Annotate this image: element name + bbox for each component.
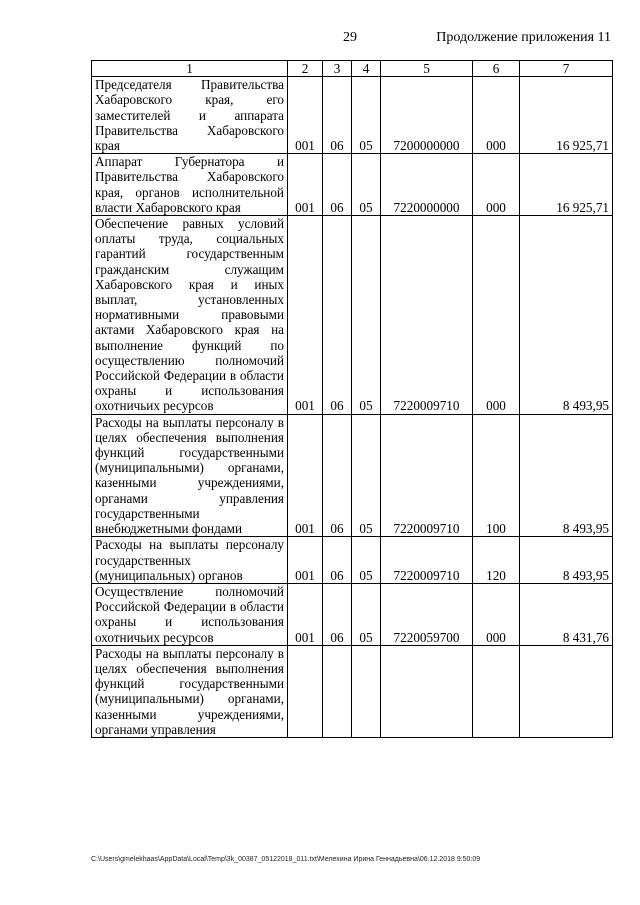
row-name: Расходы на выплаты персоналу в целях обеспечения выполнения функций государственными (муниципальными) органами, казенными учреждениями, органами управления государственными внебюджетными фондами <box>92 414 288 537</box>
cell-target-article: 7220009710 <box>381 216 473 415</box>
column-header: 3 <box>323 61 352 77</box>
appendix-continuation-label: Продолжение приложения 11 <box>436 30 611 45</box>
cell-amount: 16 925,71 <box>520 154 613 216</box>
table-row <box>92 537 613 584</box>
table-row <box>92 77 613 154</box>
cell-expense-type: 120 <box>473 537 520 584</box>
cell-section: 06 <box>323 583 352 645</box>
file-path-footer: C:\Users\gmelekhaas\AppData\Local\Temp\3k_00387_05122018_011.txt\Мелехина Ирина Геннадьевна\06.12.2018 9:50:09 <box>91 856 481 863</box>
cell-ministry-code: 001 <box>288 537 323 584</box>
cell-target-article: 7220000000 <box>381 154 473 216</box>
table-row <box>92 645 613 737</box>
cell-section: 06 <box>323 414 352 537</box>
cell-amount: 16 925,71 <box>520 77 613 154</box>
row-name: Осуществление полномочий Российской Федерации в области охраны и использования охотничьих ресурсов <box>92 583 288 645</box>
table-row <box>92 154 613 216</box>
column-header: 7 <box>520 61 613 77</box>
cell-expense-type: 100 <box>473 414 520 537</box>
cell-expense-type: 000 <box>473 77 520 154</box>
cell-subsection: 05 <box>352 537 381 584</box>
cell-section: 06 <box>323 216 352 415</box>
column-header: 5 <box>381 61 473 77</box>
table-row <box>92 216 613 415</box>
cell-expense-type <box>473 645 520 737</box>
row-name: Расходы на выплаты персоналу государственных (муниципальных) органов <box>92 537 288 584</box>
cell-amount: 8 431,76 <box>520 583 613 645</box>
column-header: 1 <box>92 61 288 77</box>
cell-section: 06 <box>323 537 352 584</box>
cell-amount: 8 493,95 <box>520 537 613 584</box>
table-row <box>92 583 613 645</box>
table-row <box>92 414 613 537</box>
cell-ministry-code: 001 <box>288 154 323 216</box>
cell-ministry-code: 001 <box>288 583 323 645</box>
cell-target-article: 7220059700 <box>381 583 473 645</box>
cell-target-article: 7220009710 <box>381 537 473 584</box>
row-name: Председателя Правительства Хабаровского края, его заместителей и аппарата Правительства Хабаровского края <box>92 77 288 154</box>
cell-section: 06 <box>323 77 352 154</box>
cell-subsection: 05 <box>352 414 381 537</box>
cell-subsection: 05 <box>352 583 381 645</box>
cell-amount: 8 493,95 <box>520 414 613 537</box>
cell-expense-type: 000 <box>473 154 520 216</box>
column-header: 6 <box>473 61 520 77</box>
row-name: Обеспечение равных условий оплаты труда, социальных гарантий государственным гражданским служащим Хабаровского края и иных выплат, установленных нормативными правовыми актами Хабаровского края на выполнение функций по осуществлению полномочий Российской Федерации в области охраны и использования охотничьих ресурсов <box>92 216 288 415</box>
cell-ministry-code: 001 <box>288 216 323 415</box>
cell-section: 06 <box>323 154 352 216</box>
cell-target-article: 7220009710 <box>381 414 473 537</box>
cell-target-article: 7200000000 <box>381 77 473 154</box>
cell-expense-type: 000 <box>473 583 520 645</box>
cell-ministry-code: 001 <box>288 77 323 154</box>
row-name: Расходы на выплаты персоналу в целях обеспечения выполнения функций государственными (муниципальными) органами, казенными учреждениями, органами управления <box>92 645 288 737</box>
cell-subsection <box>352 645 381 737</box>
page-number: 29 <box>343 30 357 45</box>
row-name: Аппарат Губернатора и Правительства Хабаровского края, органов исполнительной власти Хабаровского края <box>92 154 288 216</box>
cell-section <box>323 645 352 737</box>
cell-ministry-code: 001 <box>288 414 323 537</box>
cell-amount: 8 493,95 <box>520 216 613 415</box>
column-header: 4 <box>352 61 381 77</box>
column-number-row <box>92 61 613 77</box>
cell-amount <box>520 645 613 737</box>
cell-subsection: 05 <box>352 154 381 216</box>
cell-expense-type: 000 <box>473 216 520 415</box>
cell-target-article <box>381 645 473 737</box>
cell-subsection: 05 <box>352 77 381 154</box>
budget-table <box>91 60 613 738</box>
column-header: 2 <box>288 61 323 77</box>
cell-ministry-code <box>288 645 323 737</box>
cell-subsection: 05 <box>352 216 381 415</box>
